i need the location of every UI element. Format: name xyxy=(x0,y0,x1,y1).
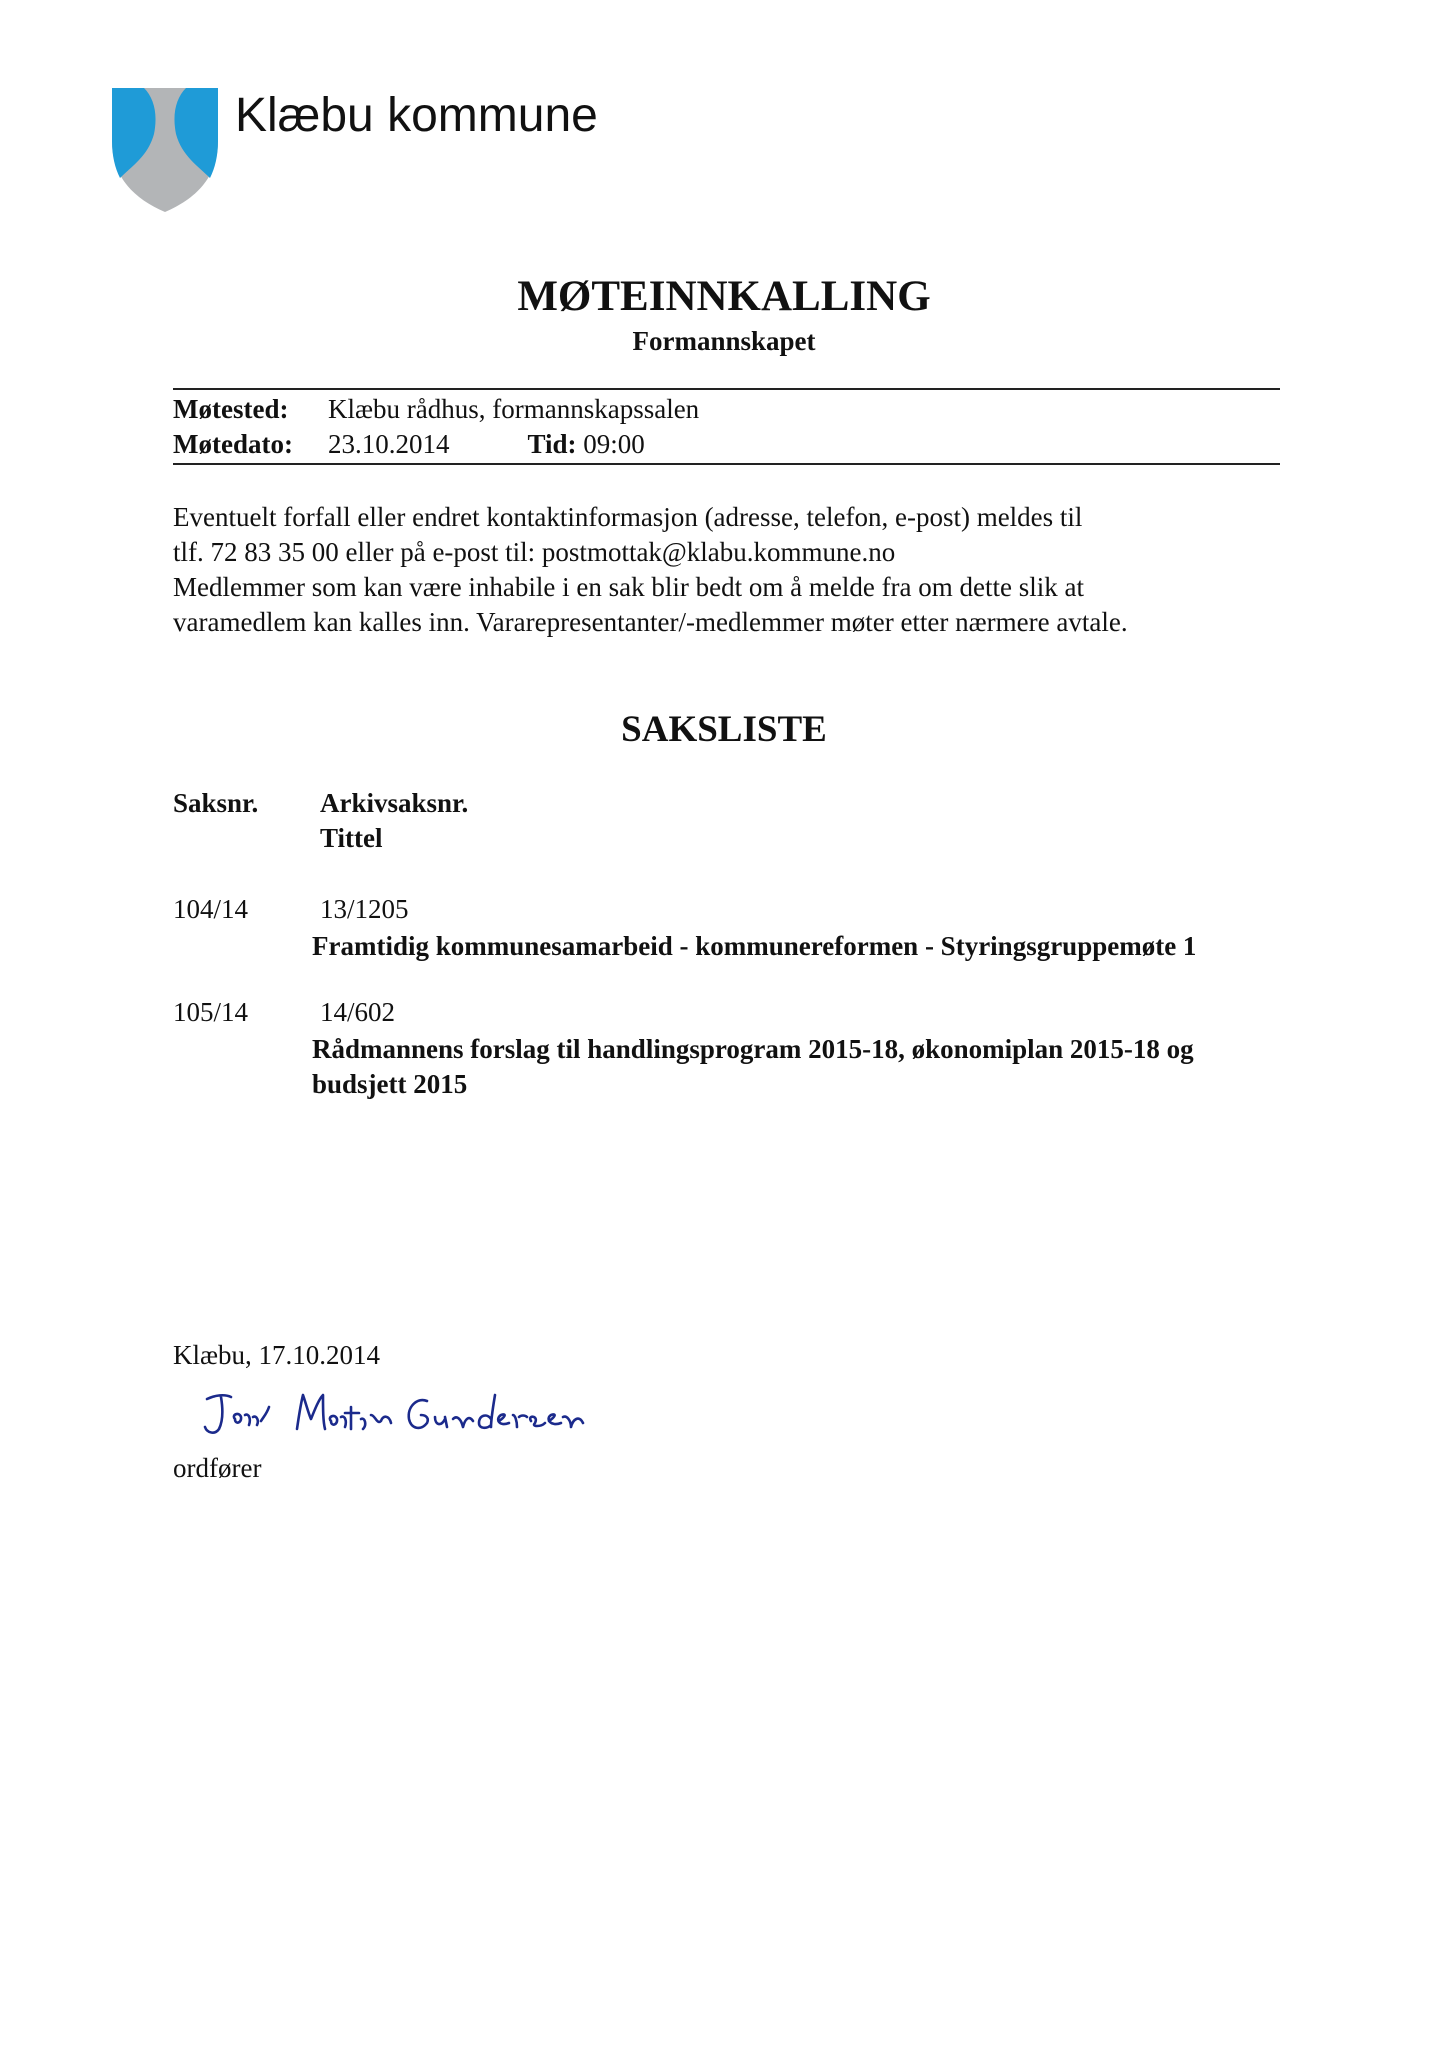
document-title: MØTEINNKALLING xyxy=(517,273,931,320)
organization-name: Klæbu kommune xyxy=(235,89,598,142)
signature-place-date: Klæbu, 17.10.2014 xyxy=(173,1340,381,1370)
agenda-item-saksnr: 104/14 xyxy=(173,894,249,924)
column-header-arkivsaksnr: Arkivsaksnr. xyxy=(320,788,469,818)
agenda-item-saksnr: 105/14 xyxy=(173,997,249,1027)
meeting-date-row xyxy=(173,429,645,460)
notice-line: varamedlem kan kalles inn. Vararepresentanter/-medlemmer møter etter nærmere avtale. xyxy=(173,607,1128,637)
document-subtitle: Formannskapet xyxy=(632,326,816,356)
agenda-title: SAKSLISTE xyxy=(621,709,827,750)
notice-line: tlf. 72 83 35 00 eller på e-post til: postmottak@klabu.kommune.no xyxy=(173,537,896,567)
meeting-place-value: Klæbu rådhus, formannskapssalen xyxy=(328,394,700,424)
notice-line: Eventuelt forfall eller endret kontaktinformasjon (adresse, telefon, e-post) meldes til xyxy=(173,502,1083,532)
meeting-date-label: Møtedato: xyxy=(173,429,293,459)
meeting-time-value: 09:00 xyxy=(583,429,645,459)
notice-line: Medlemmer som kan være inhabile i en sak blir bedt om å melde fra om dette slik at xyxy=(173,572,1084,602)
column-header-saksnr: Saksnr. xyxy=(173,788,259,818)
meeting-date-value: 23.10.2014 xyxy=(328,429,450,459)
handwritten-signature xyxy=(195,1385,595,1445)
agenda-item-title: Framtidig kommunesamarbeid - kommunereformen - Styringsgruppemøte 1 xyxy=(312,931,1197,961)
divider-top xyxy=(173,388,1280,390)
notice-text xyxy=(173,500,1280,640)
divider-bottom xyxy=(173,463,1280,465)
signature-role: ordfører xyxy=(173,1453,262,1483)
klaebu-coat-of-arms-icon xyxy=(110,86,220,214)
meeting-place-row xyxy=(173,394,699,425)
agenda-item-arkivsaksnr: 14/602 xyxy=(320,997,396,1027)
meeting-time-label: Tid: xyxy=(527,429,577,459)
meeting-place-label: Møtested: xyxy=(173,394,289,424)
agenda-item-title: Rådmannens forslag til handlingsprogram 2015-18, økonomiplan 2015-18 og budsjett 2015 xyxy=(312,1034,1194,1099)
column-header-tittel: Tittel xyxy=(320,823,383,853)
agenda-item-arkivsaksnr: 13/1205 xyxy=(320,894,409,924)
